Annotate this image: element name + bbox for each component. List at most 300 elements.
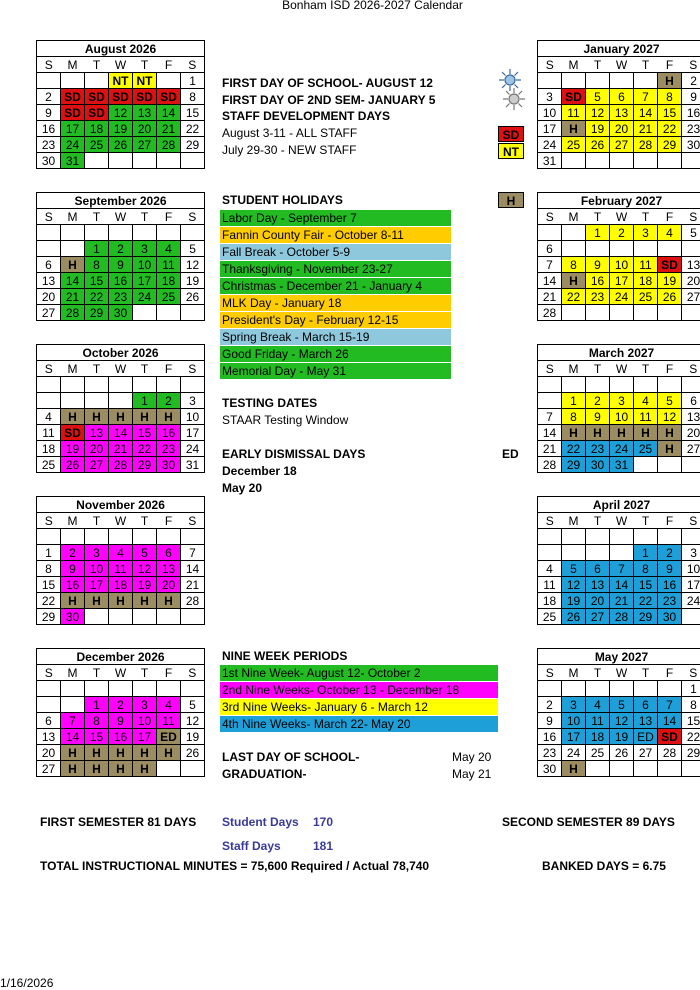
day-cell: 24	[61, 137, 85, 153]
day-cell	[586, 305, 610, 321]
day-cell: 30	[61, 609, 85, 625]
day-cell: 17	[61, 121, 85, 137]
day-cell	[37, 225, 61, 241]
day-cell: 3	[682, 545, 700, 561]
day-cell	[682, 761, 700, 777]
day-cell	[586, 73, 610, 89]
month-title: May 2027	[538, 649, 700, 665]
holiday-item: Fannin County Fair - October 8-11	[220, 227, 451, 243]
day-cell: 22	[181, 121, 205, 137]
day-cell	[634, 377, 658, 393]
day-cell	[634, 153, 658, 169]
day-cell: 12	[181, 713, 205, 729]
day-cell: 16	[586, 273, 610, 289]
day-cell: 21	[109, 441, 133, 457]
day-cell	[85, 393, 109, 409]
weekday-header: T	[133, 361, 157, 377]
calendar-aug	[36, 40, 205, 169]
holiday-item: Thanksgiving - November 23-27	[220, 261, 451, 277]
day-cell: 14	[61, 273, 85, 289]
day-cell: 27	[610, 137, 634, 153]
nt-key: NT	[498, 143, 524, 159]
day-cell: 6	[538, 241, 562, 257]
weekday-header: S	[538, 665, 562, 681]
day-cell: 10	[562, 713, 586, 729]
week-row	[37, 457, 205, 473]
day-cell: 14	[538, 273, 562, 289]
day-cell: H	[658, 425, 682, 441]
weekday-header: F	[658, 57, 682, 73]
day-cell: ED	[157, 729, 181, 745]
day-cell: 14	[181, 561, 205, 577]
day-cell: 17	[682, 577, 700, 593]
day-cell: SD	[61, 89, 85, 105]
day-cell	[538, 545, 562, 561]
day-cell	[85, 609, 109, 625]
day-cell	[562, 241, 586, 257]
week-row	[37, 545, 205, 561]
day-cell	[181, 529, 205, 545]
day-cell: H	[85, 761, 109, 777]
calendar-mar	[537, 344, 700, 473]
month-title: October 2026	[37, 345, 205, 361]
day-cell: 29	[181, 137, 205, 153]
day-cell: 6	[157, 545, 181, 561]
day-cell: 1	[85, 241, 109, 257]
day-cell: 20	[37, 745, 61, 761]
calendar-jan	[537, 40, 700, 169]
day-cell	[181, 761, 205, 777]
week-row	[37, 577, 205, 593]
day-cell: H	[610, 425, 634, 441]
day-cell: 21	[157, 121, 181, 137]
day-cell: 10	[538, 105, 562, 121]
day-cell: 17	[562, 729, 586, 745]
day-cell: 13	[157, 561, 181, 577]
week-row	[37, 593, 205, 609]
testing-dates-heading: TESTING DATES	[222, 396, 317, 410]
day-cell	[610, 545, 634, 561]
day-cell: SD	[658, 257, 682, 273]
day-cell: SD	[658, 729, 682, 745]
day-cell: 9	[658, 561, 682, 577]
day-cell: H	[658, 441, 682, 457]
week-row	[37, 409, 205, 425]
day-cell	[538, 681, 562, 697]
ed-may: May 20	[222, 481, 262, 495]
weekday-header: S	[682, 57, 700, 73]
weekday-header: S	[538, 57, 562, 73]
weekday-header: T	[133, 513, 157, 529]
day-cell: 15	[658, 105, 682, 121]
day-cell: H	[85, 593, 109, 609]
day-cell	[658, 377, 682, 393]
day-cell: H	[157, 593, 181, 609]
day-cell: 21	[538, 441, 562, 457]
day-cell: 14	[634, 105, 658, 121]
nine-week-heading: NINE WEEK PERIODS	[222, 649, 347, 663]
day-cell: 22	[562, 289, 586, 305]
day-cell: 15	[85, 729, 109, 745]
day-cell: 9	[538, 713, 562, 729]
day-cell: 25	[586, 745, 610, 761]
last-day-label: LAST DAY OF SCHOOL-	[222, 750, 359, 764]
day-cell: 8	[562, 409, 586, 425]
day-cell: 1	[85, 697, 109, 713]
day-cell: 5	[658, 393, 682, 409]
day-cell	[586, 377, 610, 393]
calendar-feb	[537, 192, 700, 321]
day-cell: 27	[682, 441, 700, 457]
day-cell	[61, 377, 85, 393]
week-row	[37, 257, 205, 273]
week-row	[538, 609, 700, 625]
weekday-header: M	[61, 665, 85, 681]
day-cell: 2	[586, 393, 610, 409]
day-cell: 22	[37, 593, 61, 609]
weekday-header: F	[157, 361, 181, 377]
day-cell: 7	[538, 257, 562, 273]
day-cell: 25	[538, 609, 562, 625]
day-cell: 3	[133, 241, 157, 257]
day-cell: 23	[586, 441, 610, 457]
day-cell	[109, 377, 133, 393]
day-cell	[658, 529, 682, 545]
day-cell: 19	[181, 273, 205, 289]
week-row	[538, 529, 700, 545]
weekday-header: F	[658, 209, 682, 225]
day-cell	[586, 529, 610, 545]
day-cell	[538, 73, 562, 89]
nine-week-period: 2nd Nine Weeks- October 13 - December 18	[220, 682, 498, 698]
day-cell	[181, 305, 205, 321]
day-cell	[85, 73, 109, 89]
day-cell	[85, 153, 109, 169]
day-cell: 24	[682, 593, 700, 609]
day-cell	[658, 153, 682, 169]
weekday-header: S	[682, 361, 700, 377]
week-row	[37, 745, 205, 761]
day-cell	[634, 529, 658, 545]
day-cell: 16	[109, 273, 133, 289]
day-cell: 5	[610, 697, 634, 713]
day-cell: SD	[133, 89, 157, 105]
week-row	[37, 729, 205, 745]
day-cell: 13	[682, 409, 700, 425]
day-cell	[538, 225, 562, 241]
day-cell: 26	[109, 137, 133, 153]
day-cell: 8	[634, 561, 658, 577]
day-cell	[133, 305, 157, 321]
weekday-header: S	[181, 665, 205, 681]
day-cell: 15	[181, 105, 205, 121]
day-cell: 12	[610, 713, 634, 729]
day-cell	[157, 225, 181, 241]
day-cell: 16	[538, 729, 562, 745]
day-cell: 13	[37, 729, 61, 745]
day-cell	[634, 73, 658, 89]
day-cell: 29	[37, 609, 61, 625]
weekday-header: T	[586, 665, 610, 681]
day-cell	[133, 609, 157, 625]
day-cell: 19	[133, 577, 157, 593]
weekday-header: S	[538, 209, 562, 225]
week-row	[538, 425, 700, 441]
day-cell: 7	[610, 561, 634, 577]
day-cell: 15	[85, 273, 109, 289]
day-cell	[61, 73, 85, 89]
day-cell: 20	[682, 273, 700, 289]
day-cell: 21	[610, 593, 634, 609]
day-cell: 29	[634, 609, 658, 625]
day-cell: SD	[109, 89, 133, 105]
last-day-value: May 20	[452, 750, 491, 764]
day-cell: H	[61, 745, 85, 761]
staff-days-value: 181	[313, 839, 333, 853]
day-cell: NT	[133, 73, 157, 89]
weekday-header: T	[586, 513, 610, 529]
weekday-header: T	[634, 209, 658, 225]
week-row	[37, 761, 205, 777]
day-cell: SD	[61, 105, 85, 121]
day-cell: 21	[634, 121, 658, 137]
day-cell	[109, 153, 133, 169]
day-cell	[562, 377, 586, 393]
weekday-header: M	[61, 209, 85, 225]
day-cell	[562, 529, 586, 545]
week-row	[538, 593, 700, 609]
day-cell: 3	[85, 545, 109, 561]
day-cell: 17	[133, 273, 157, 289]
day-cell: 29	[658, 137, 682, 153]
day-cell: 12	[658, 409, 682, 425]
day-cell	[658, 241, 682, 257]
day-cell: 28	[61, 305, 85, 321]
day-cell: 5	[181, 697, 205, 713]
day-cell: 28	[658, 745, 682, 761]
week-row	[37, 713, 205, 729]
day-cell	[37, 529, 61, 545]
day-cell: 24	[610, 289, 634, 305]
weekday-header: M	[562, 209, 586, 225]
day-cell	[61, 241, 85, 257]
day-cell: 10	[133, 257, 157, 273]
holiday-key: H	[498, 192, 524, 208]
week-row	[37, 241, 205, 257]
week-row	[538, 545, 700, 561]
weekday-header: F	[658, 665, 682, 681]
day-cell	[562, 681, 586, 697]
day-cell: 2	[538, 697, 562, 713]
student-holidays-heading: STUDENT HOLIDAYS	[222, 193, 343, 207]
week-row	[37, 377, 205, 393]
week-row	[538, 89, 700, 105]
day-cell: 1	[634, 545, 658, 561]
day-cell: 27	[133, 137, 157, 153]
week-row	[37, 73, 205, 89]
week-row	[37, 105, 205, 121]
week-row	[538, 745, 700, 761]
day-cell	[682, 305, 700, 321]
day-cell: 11	[586, 713, 610, 729]
day-cell: 12	[562, 577, 586, 593]
day-cell	[634, 305, 658, 321]
day-cell: 30	[109, 305, 133, 321]
day-cell	[610, 241, 634, 257]
day-cell: 3	[562, 697, 586, 713]
day-cell: 16	[658, 577, 682, 593]
weekday-header: S	[181, 513, 205, 529]
weekday-header: S	[37, 513, 61, 529]
day-cell: 18	[586, 729, 610, 745]
week-row	[538, 409, 700, 425]
weekday-header: S	[682, 665, 700, 681]
day-cell: 14	[157, 105, 181, 121]
day-cell: H	[85, 409, 109, 425]
weekday-header: M	[562, 665, 586, 681]
day-cell: SD	[85, 89, 109, 105]
day-cell: 4	[586, 697, 610, 713]
day-cell: SD	[157, 89, 181, 105]
week-row	[538, 257, 700, 273]
day-cell: 23	[538, 745, 562, 761]
day-cell: 26	[181, 745, 205, 761]
day-cell	[586, 545, 610, 561]
week-row	[538, 561, 700, 577]
day-cell: 18	[538, 593, 562, 609]
day-cell: 15	[37, 577, 61, 593]
week-row	[37, 273, 205, 289]
day-cell: 17	[133, 729, 157, 745]
day-cell: H	[634, 425, 658, 441]
day-cell: 3	[181, 393, 205, 409]
holiday-item: President's Day - February 12-15	[220, 312, 451, 328]
weekday-header: T	[85, 665, 109, 681]
day-cell: 15	[682, 713, 700, 729]
day-cell: 18	[634, 273, 658, 289]
weekday-header: T	[85, 513, 109, 529]
day-cell: 5	[562, 561, 586, 577]
day-cell	[61, 529, 85, 545]
holiday-item: MLK Day - January 18	[220, 295, 451, 311]
staff-development-heading: STAFF DEVELOPMENT DAYS	[222, 109, 390, 123]
day-cell: 30	[658, 609, 682, 625]
day-cell: 11	[634, 409, 658, 425]
day-cell: 4	[538, 561, 562, 577]
day-cell: 10	[133, 713, 157, 729]
day-cell	[85, 529, 109, 545]
day-cell: 9	[109, 257, 133, 273]
week-row	[37, 289, 205, 305]
day-cell: 16	[109, 729, 133, 745]
calendar-nov	[36, 496, 205, 625]
weekday-header: T	[634, 513, 658, 529]
day-cell: 6	[610, 89, 634, 105]
day-cell: 7	[181, 545, 205, 561]
day-cell: 9	[37, 105, 61, 121]
weekday-header: M	[61, 361, 85, 377]
day-cell: 1	[586, 225, 610, 241]
day-cell: 23	[109, 289, 133, 305]
weekday-header: W	[610, 665, 634, 681]
day-cell: 20	[157, 577, 181, 593]
week-row	[37, 609, 205, 625]
weekday-header: W	[610, 361, 634, 377]
day-cell: H	[61, 409, 85, 425]
weekday-header: T	[634, 57, 658, 73]
day-cell: 28	[157, 137, 181, 153]
day-cell: 26	[658, 289, 682, 305]
day-cell: 26	[586, 137, 610, 153]
day-cell: 1	[562, 393, 586, 409]
day-cell: 15	[133, 425, 157, 441]
day-cell: 28	[538, 457, 562, 473]
calendar-may	[537, 648, 700, 777]
day-cell	[133, 681, 157, 697]
day-cell	[157, 681, 181, 697]
weekday-header: F	[157, 209, 181, 225]
day-cell: 12	[586, 105, 610, 121]
day-cell: 24	[181, 441, 205, 457]
day-cell	[61, 225, 85, 241]
day-cell: 13	[634, 713, 658, 729]
day-cell: 4	[109, 545, 133, 561]
day-cell	[682, 529, 700, 545]
day-cell: 12	[109, 105, 133, 121]
day-cell: 11	[562, 105, 586, 121]
week-row	[538, 121, 700, 137]
day-cell: 29	[133, 457, 157, 473]
month-title: April 2027	[538, 497, 700, 513]
day-cell: 25	[634, 289, 658, 305]
week-row	[538, 761, 700, 777]
weekday-header: W	[109, 513, 133, 529]
day-cell: NT	[109, 73, 133, 89]
week-row	[37, 529, 205, 545]
day-cell: 16	[61, 577, 85, 593]
day-cell: 6	[37, 713, 61, 729]
holiday-item: Spring Break - March 15-19	[220, 329, 451, 345]
day-cell	[586, 153, 610, 169]
day-cell: H	[109, 593, 133, 609]
day-cell	[586, 681, 610, 697]
day-cell: 18	[85, 121, 109, 137]
day-cell: 14	[109, 425, 133, 441]
day-cell: 5	[682, 225, 700, 241]
day-cell: 22	[85, 289, 109, 305]
student-days-value: 170	[313, 815, 333, 829]
day-cell	[658, 457, 682, 473]
day-cell: 25	[157, 289, 181, 305]
day-cell: 25	[37, 457, 61, 473]
day-cell: 6	[37, 257, 61, 273]
day-cell: 17	[610, 273, 634, 289]
day-cell: 16	[682, 105, 700, 121]
day-cell	[157, 305, 181, 321]
day-cell: SD	[562, 89, 586, 105]
day-cell: 16	[37, 121, 61, 137]
day-cell	[109, 681, 133, 697]
day-cell: H	[133, 745, 157, 761]
day-cell: 19	[658, 273, 682, 289]
weekday-header: S	[181, 209, 205, 225]
all-staff-dates: August 3-11 - ALL STAFF	[222, 126, 357, 140]
weekday-header: T	[133, 209, 157, 225]
month-title: March 2027	[538, 345, 700, 361]
first-day-2nd-sem-text: FIRST DAY OF 2ND SEM- JANUARY 5	[222, 93, 435, 107]
day-cell: 25	[85, 137, 109, 153]
day-cell: H	[157, 409, 181, 425]
